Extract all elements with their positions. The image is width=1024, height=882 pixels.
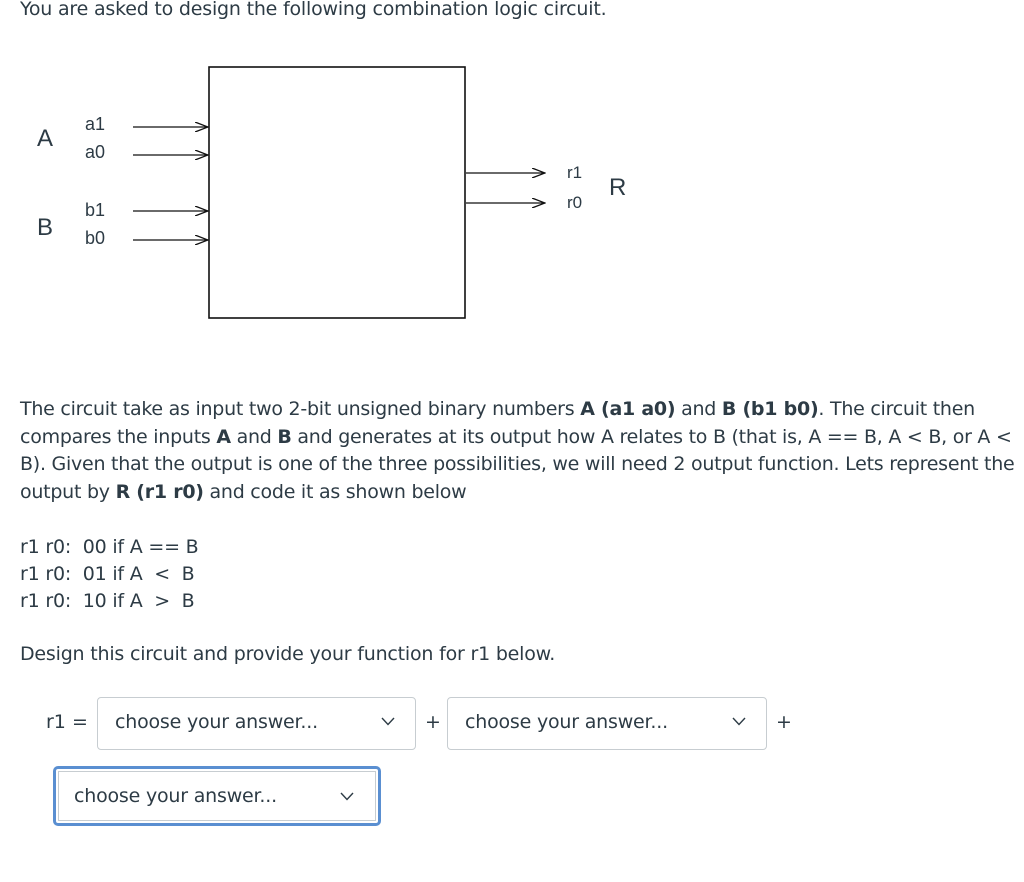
output-label-r0: r0 (567, 193, 583, 212)
output-label-r1: r1 (567, 163, 583, 182)
plus-sign-1: + (425, 711, 441, 733)
desc-bold-r: R (r1 r0) (115, 480, 204, 503)
input-label-a1: a1 (85, 114, 106, 134)
chevron-down-icon (381, 717, 395, 726)
chevron-down-icon (340, 792, 354, 801)
instruction-text: Design this circuit and provide your function for r1 below. (20, 643, 556, 665)
circuit-box (209, 67, 465, 318)
desc-text-4: and (230, 425, 278, 448)
chevron-down-icon (732, 717, 746, 726)
output-code-list (20, 534, 199, 615)
input-label-b0: b0 (85, 228, 106, 248)
desc-text-6: and code it as shown below (203, 480, 467, 503)
input-label-a0: a0 (85, 142, 106, 162)
input-group-a-label: A (37, 125, 54, 152)
desc-text-5: and generates at its output how A relates to B (that is, A == B, A < B, or A < B). Given that the output is one of the three possibilities, we will need 2 output function. Lets represent the output by (20, 425, 1015, 503)
circuit-diagram (0, 50, 1024, 340)
description-paragraph (20, 396, 1016, 506)
answer-select-3[interactable] (54, 767, 380, 825)
input-group-b-label: B (37, 214, 54, 241)
answer-select-2-value: choose your answer... (465, 711, 668, 733)
desc-bold-b: B (b1 b0) (721, 398, 819, 420)
intro-text: You are asked to design the following combination logic circuit. (20, 0, 607, 20)
desc-bold-a: A (a1 a0) (580, 398, 676, 420)
desc-text-3: . The circuit then compares the inputs (20, 398, 975, 448)
r1-equals-label: r1 = (46, 711, 88, 733)
answer-select-1-value: choose your answer... (115, 711, 318, 733)
code-line-equal: r1 r0: 00 if A == B (20, 536, 199, 558)
plus-sign-2: + (776, 711, 792, 733)
desc-text-2: and (675, 398, 722, 420)
input-label-b1: b1 (85, 200, 106, 220)
code-line-less: r1 r0: 01 if A < B (20, 563, 195, 585)
desc-bold-b2: B (277, 425, 292, 448)
output-group-r-label: R (609, 174, 627, 201)
answer-select-1[interactable] (97, 697, 416, 750)
answer-select-3-value: choose your answer... (74, 785, 277, 807)
desc-bold-a2: A (216, 425, 231, 448)
answer-select-2[interactable] (447, 697, 767, 750)
desc-text-1: The circuit take as input two 2-bit unsigned binary numbers (20, 398, 581, 420)
code-line-greater: r1 r0: 10 if A > B (20, 590, 195, 612)
